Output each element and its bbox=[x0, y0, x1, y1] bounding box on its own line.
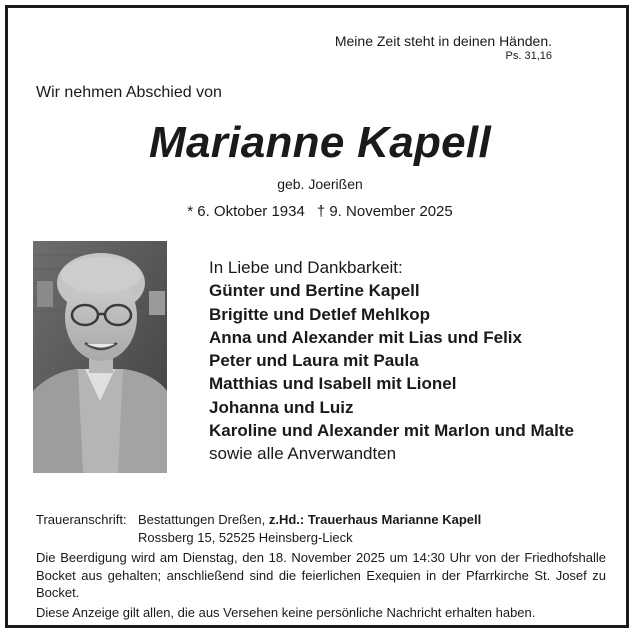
family-member: Brigitte und Detlef Mehlkop bbox=[209, 304, 430, 324]
birth-date: * 6. Oktober 1934 bbox=[187, 203, 305, 220]
address-label: Traueranschrift: bbox=[36, 512, 127, 527]
family-member: Peter und Laura mit Paula bbox=[209, 351, 419, 371]
footnote-text: Diese Anzeige gilt allen, die aus Versehen keine persönliche Nachricht erhalten haben. bbox=[36, 605, 536, 620]
funeral-text: Die Beerdigung wird am Dienstag, den 18. November 2025 um 14:30 Uhr von der Friedhofshalle Bocket aus gehalten; anschließend sind die feierlichen Exequien in der Pfarrkirche St. Josef zu Bocket. bbox=[36, 550, 606, 600]
address-street: Rossberg 15, 52525 Heinsberg-Lieck bbox=[138, 530, 353, 545]
family-member: Anna und Alexander mit Lias und Felix bbox=[209, 327, 522, 347]
motto-reference: Ps. 31,16 bbox=[505, 50, 552, 62]
death-date: † 9. November 2025 bbox=[316, 203, 453, 220]
portrait-photo bbox=[33, 241, 167, 473]
intro-text: Wir nehmen Abschied von bbox=[36, 84, 222, 101]
family-list bbox=[209, 256, 574, 466]
deceased-name: Marianne Kapell bbox=[149, 118, 491, 167]
family-member: Karoline und Alexander mit Marlon und Malte bbox=[209, 421, 574, 441]
address-company: Bestattungen Dreßen, bbox=[138, 512, 266, 527]
family-heading: In Liebe und Dankbarkeit: bbox=[209, 258, 403, 277]
family-member: Matthias und Isabell mit Lionel bbox=[209, 374, 457, 394]
motto-quote: Meine Zeit steht in deinen Händen. bbox=[334, 33, 552, 49]
family-member: Günter und Bertine Kapell bbox=[209, 281, 420, 301]
maiden-name: geb. Joerißen bbox=[277, 176, 363, 192]
address-attn: z.Hd.: Trauerhaus Marianne Kapell bbox=[268, 512, 482, 527]
address-line bbox=[138, 512, 481, 527]
family-closing: sowie alle Anverwandten bbox=[209, 444, 397, 464]
portrait-icon bbox=[33, 241, 167, 473]
life-dates bbox=[0, 203, 640, 220]
family-member: Johanna und Luiz bbox=[209, 397, 354, 417]
